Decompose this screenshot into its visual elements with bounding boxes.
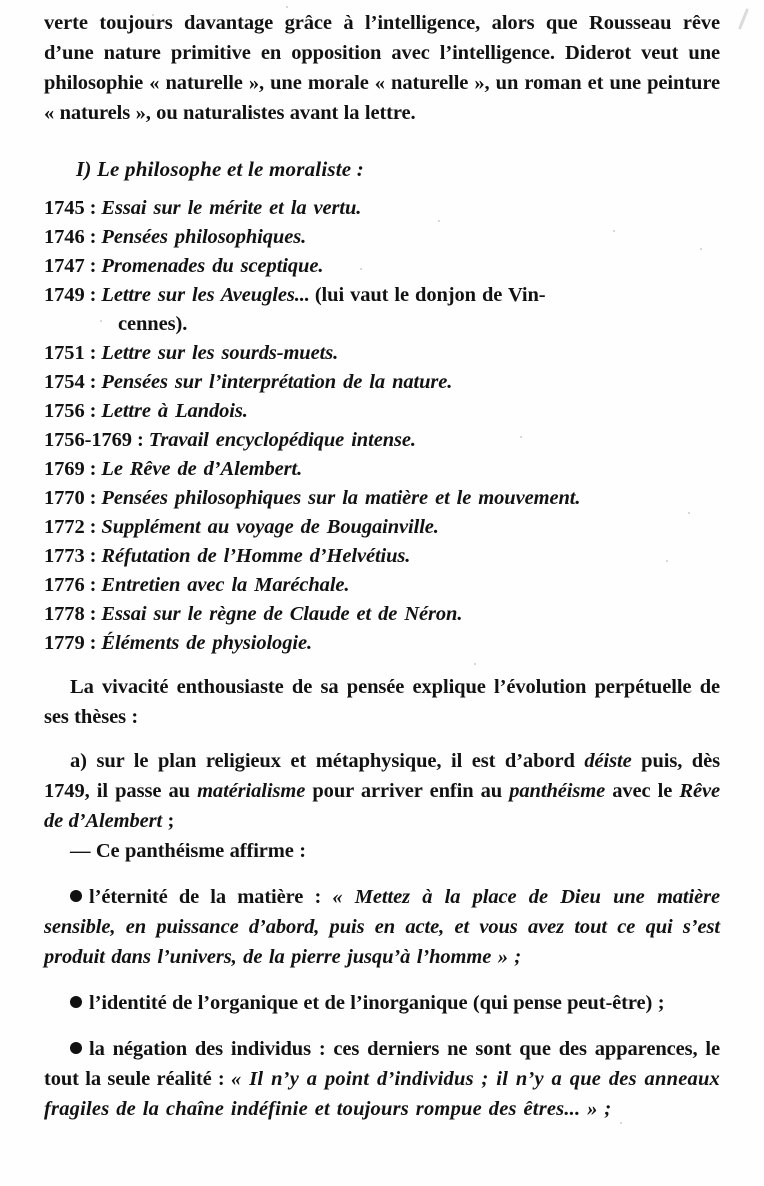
entry-year: 1776 — [44, 574, 85, 596]
bullet-lead-text: l’identité de l’organique et de l’inorganique (qui pense peut-être) ; — [89, 992, 665, 1014]
entry-year: 1747 — [44, 255, 85, 277]
entry-title: Supplément au voyage de Bougainville. — [101, 516, 439, 538]
entry-separator: : — [89, 371, 97, 393]
bullet-paragraph — [44, 882, 720, 972]
paragraph-a-lead: a) — [70, 750, 87, 772]
entry-separator: : — [89, 400, 97, 422]
entry-title: Essai sur le règne de Claude et de Néron. — [101, 603, 463, 625]
list-item — [44, 252, 720, 281]
quote-open-guillemet: « — [332, 886, 355, 908]
entry-title: Travail encyclopédique intense. — [148, 429, 416, 451]
entry-year: 1769 — [44, 458, 85, 480]
entry-separator: : — [89, 487, 97, 509]
bullet-dot-icon — [70, 996, 82, 1008]
entry-year: 1778 — [44, 603, 85, 625]
list-item — [44, 571, 720, 600]
entry-year: 1751 — [44, 342, 85, 364]
entry-note: (lui vaut le donjon de Vin- — [314, 284, 546, 306]
entry-separator: : — [89, 342, 97, 364]
entry-title: Entretien avec la Maréchale. — [101, 574, 350, 596]
entry-year: 1746 — [44, 226, 85, 248]
section-heading: I) Le philosophe et le moraliste : — [76, 157, 364, 181]
entry-title: Pensées philosophiques. — [101, 226, 307, 248]
entry-separator: : — [89, 255, 97, 277]
scan-speck — [738, 8, 749, 30]
entry-title: Pensées philosophiques sur la matière et le mouvement. — [101, 487, 581, 509]
entry-title: Lettre à Landois. — [101, 400, 248, 422]
paragraph-a-text-4: avec le — [605, 780, 680, 802]
emphasis-materialisme: matérialisme — [197, 780, 306, 802]
emphasis-deiste: déiste — [584, 750, 632, 772]
list-item — [44, 629, 720, 658]
entry-separator: : — [89, 458, 97, 480]
list-item — [44, 484, 720, 513]
entry-year: 1773 — [44, 545, 85, 567]
bullet-dot-icon — [70, 1042, 82, 1054]
entry-year: 1756 — [44, 400, 85, 422]
entry-title: Lettre sur les sourds-muets. — [101, 342, 339, 364]
entry-separator: : — [89, 632, 97, 654]
list-item — [44, 455, 720, 484]
entry-separator: : — [136, 429, 144, 451]
entry-separator: : — [89, 545, 97, 567]
entry-continuation: cennes). — [118, 313, 188, 335]
bullet-paragraph — [44, 988, 720, 1018]
entry-title: Réfutation de l’Homme d’Helvétius. — [101, 545, 411, 567]
emphasis-reve-dalembert: Rêve de d’Alembert — [44, 780, 720, 832]
bullet-lead-text: l’éternité de la matière : — [89, 886, 333, 908]
paragraph-a-text-1: sur le plan religieux et métaphysique, il est d’abord — [86, 750, 585, 772]
entry-title: Lettre sur les Aveugles... — [101, 284, 310, 306]
quote-close-guillemet: » ; — [580, 1098, 612, 1120]
vivacite-paragraph: La vivacité enthousiaste de sa pensée explique l’évolution perpétuelle de ses thèses : — [44, 676, 720, 728]
entry-year: 1749 — [44, 284, 85, 306]
entry-title: Promenades du sceptique. — [101, 255, 324, 277]
bibliography-list — [44, 194, 720, 658]
list-item — [44, 281, 720, 339]
entry-year: 1756-1769 — [44, 429, 132, 451]
entry-title: Pensées sur l’interprétation de la nature. — [101, 371, 453, 393]
entry-separator: : — [89, 226, 97, 248]
entry-year: 1779 — [44, 632, 85, 654]
list-item — [44, 513, 720, 542]
list-item — [44, 542, 720, 571]
bullet-quote: Mettez à la place de Dieu une matière sensible, en puissance d’abord, puis en acte, et vous avez tout ce qui s’est produit dans l’univers, de la pierre jusqu’à l’homme — [44, 886, 721, 968]
entry-separator: : — [89, 516, 97, 538]
quote-close-guillemet: » ; — [491, 946, 522, 968]
paragraph-a-text-2: puis, dès 1749, il passe au — [44, 750, 720, 802]
entry-title: Le Rêve de d’Alembert. — [101, 458, 303, 480]
bullet-lead-text: la négation des individus : ces derniers ne sont que des apparences, le tout la seule réalité : — [44, 1038, 720, 1090]
entry-year: 1770 — [44, 487, 85, 509]
entry-separator: : — [89, 197, 97, 219]
paragraph-dash: — Ce panthéisme affirme : — [70, 840, 306, 862]
emphasis-pantheisme: panthéisme — [509, 780, 606, 802]
entry-separator: : — [89, 603, 97, 625]
paragraph-a-text-3: pour arriver enfin au — [305, 780, 510, 802]
quote-open-guillemet: « — [231, 1068, 250, 1090]
bullet-paragraph — [44, 1034, 720, 1124]
entry-year: 1754 — [44, 371, 85, 393]
list-item — [44, 194, 720, 223]
entry-year: 1745 — [44, 197, 85, 219]
list-item — [44, 223, 720, 252]
bullet-quote: Il n’y a point d’individus ; il n’y a que des anneaux fragiles de la chaîne indéfinie et toujours rompue des êtres... — [44, 1068, 720, 1120]
paragraph-a-text-5: ; — [162, 810, 175, 832]
entry-title: Essai sur le mérite et la vertu. — [101, 197, 362, 219]
list-item — [44, 397, 720, 426]
entry-year: 1772 — [44, 516, 85, 538]
list-item — [44, 368, 720, 397]
entry-title: Éléments de physiologie. — [101, 632, 312, 654]
entry-separator: : — [89, 574, 97, 596]
entry-separator: : — [89, 284, 97, 306]
page-content — [44, 8, 720, 1124]
intro-paragraph: verte toujours davantage grâce à l’intelligence, alors que Rousseau rêve d’une nature primitive en opposition avec l’intelligence. Diderot veut une philosophie « naturelle », une morale « naturelle », un roman et une peinture « naturels », ou naturalistes avant la lettre. — [44, 12, 720, 124]
bullet-dot-icon — [70, 890, 82, 902]
list-item — [44, 600, 720, 629]
paragraph-a — [44, 746, 720, 836]
list-item — [44, 339, 720, 368]
list-item — [44, 426, 720, 455]
